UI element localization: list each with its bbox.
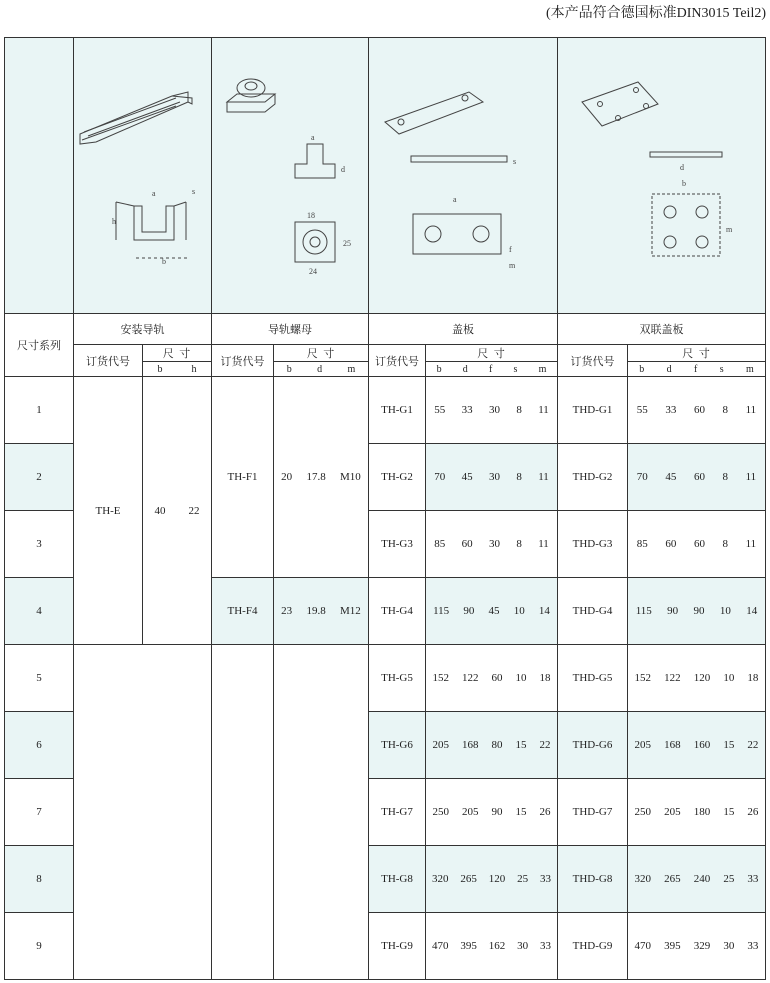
double-code-cell: THD-G9 <box>558 913 628 980</box>
rail-label-b: b <box>161 256 166 266</box>
size-series-cell: 4 <box>5 578 74 645</box>
double-col-m: m <box>746 363 754 375</box>
size-series-cell: 6 <box>5 712 74 779</box>
rail-h-value: 22 <box>188 504 200 517</box>
cover-d: 168 <box>462 739 479 751</box>
double-size-cell <box>628 511 766 578</box>
cover-code-cell: TH-G5 <box>369 645 426 712</box>
cover-s: 10 <box>515 672 527 684</box>
double-label-m: m <box>725 224 732 234</box>
double-f: 180 <box>693 806 711 818</box>
cover-d: 33 <box>461 404 473 416</box>
cover-size-cell <box>426 913 558 980</box>
cover-m: 22 <box>539 739 551 751</box>
cover-m: 26 <box>539 806 551 818</box>
double-d: 33 <box>665 404 677 416</box>
double-cover-header: 双联盖板 <box>558 314 766 345</box>
double-f: 160 <box>693 739 711 751</box>
size-series-cell: 7 <box>5 779 74 846</box>
double-m: 22 <box>747 739 759 751</box>
double-col-d: d <box>666 363 672 375</box>
cover-d: 90 <box>463 605 475 617</box>
cover-s: 8 <box>516 538 522 550</box>
double-d: 60 <box>665 538 677 550</box>
cover-s: 30 <box>517 940 529 952</box>
nut-b-value: 23 <box>281 605 293 617</box>
double-b: 250 <box>634 806 652 818</box>
cover-s: 15 <box>515 739 527 751</box>
nut-drawing <box>212 38 369 314</box>
cover-f: 30 <box>488 404 500 416</box>
nut-label-25: 25 <box>343 238 351 248</box>
cover-code-cell: TH-G7 <box>369 779 426 846</box>
double-m: 14 <box>746 605 758 617</box>
double-m: 33 <box>747 873 759 885</box>
double-b: 85 <box>636 538 648 550</box>
double-size-cell <box>628 578 766 645</box>
nut-m-value: M12 <box>340 605 361 617</box>
nut-m-value: M10 <box>340 471 361 483</box>
rail-col-b: b <box>157 363 163 375</box>
nut-b-value: 20 <box>281 471 293 483</box>
size-series-cell: 1 <box>5 377 74 444</box>
double-f: 240 <box>693 873 711 885</box>
double-m: 26 <box>747 806 759 818</box>
nut-label-ds: d <box>341 164 345 174</box>
double-s: 25 <box>723 873 735 885</box>
cover-header: 盖板 <box>369 314 558 345</box>
double-size-header: 尺 寸 <box>628 345 766 362</box>
double-code-cell: THD-G1 <box>558 377 628 444</box>
size-series-cell: 9 <box>5 913 74 980</box>
cover-b: 205 <box>432 739 449 751</box>
cover-col-f: f <box>488 363 493 375</box>
cover-b: 320 <box>431 873 449 885</box>
rail-order-code-header: 订货代号 <box>74 345 143 377</box>
cover-size-header: 尺 寸 <box>426 345 558 362</box>
double-f: 60 <box>693 538 705 550</box>
cover-size-cell <box>426 846 558 913</box>
double-b: 115 <box>635 605 652 617</box>
cover-f: 30 <box>488 538 500 550</box>
double-b: 320 <box>634 873 652 885</box>
double-label-d: d <box>679 162 684 172</box>
double-order-code-header: 订货代号 <box>558 345 628 377</box>
cover-sub-headers <box>426 362 558 377</box>
double-label-b: b <box>681 178 686 188</box>
cover-code-cell: TH-G2 <box>369 444 426 511</box>
nut-empty-size-cell <box>274 645 369 980</box>
nut-col-d: d <box>317 363 323 375</box>
double-col-s: s <box>719 363 724 375</box>
nut-d-value: 17.8 <box>306 471 326 483</box>
cover-size-cell <box>426 444 558 511</box>
cover-f: 30 <box>488 471 500 483</box>
double-code-cell: THD-G8 <box>558 846 628 913</box>
cover-b: 470 <box>431 940 449 952</box>
double-m: 11 <box>745 538 757 550</box>
cover-code-cell: TH-G3 <box>369 511 426 578</box>
rail-header: 安装导轨 <box>74 314 212 345</box>
double-code-cell: THD-G2 <box>558 444 628 511</box>
double-f: 60 <box>693 471 705 483</box>
rail-size-header: 尺 寸 <box>143 345 212 362</box>
double-d: 45 <box>665 471 677 483</box>
cover-s: 8 <box>516 471 522 483</box>
rail-code-cell: TH-E <box>74 377 143 645</box>
double-size-cell <box>628 712 766 779</box>
double-size-cell <box>628 846 766 913</box>
cover-col-s: s <box>513 363 518 375</box>
double-code-cell: THD-G7 <box>558 779 628 846</box>
double-size-cell <box>628 444 766 511</box>
double-d: 122 <box>664 672 681 684</box>
cover-code-cell: TH-G9 <box>369 913 426 980</box>
table-row <box>5 377 766 444</box>
cover-d: 45 <box>461 471 473 483</box>
cover-label-m: m <box>509 260 516 270</box>
double-b: 70 <box>636 471 648 483</box>
cover-d: 122 <box>462 672 479 684</box>
rail-b-value: 40 <box>154 504 166 517</box>
size-series-cell: 2 <box>5 444 74 511</box>
cover-b: 70 <box>434 471 446 483</box>
cover-f: 90 <box>491 806 503 818</box>
cover-size-cell <box>426 511 558 578</box>
size-series-cell: 8 <box>5 846 74 913</box>
double-code-cell: THD-G3 <box>558 511 628 578</box>
nut-sub-headers <box>274 362 369 377</box>
cover-s: 8 <box>516 404 522 416</box>
rail-drawing <box>74 38 212 314</box>
cover-m: 33 <box>540 940 551 952</box>
size-series-header: 尺寸系列 <box>5 314 74 377</box>
nut-col-b: b <box>286 363 292 375</box>
cover-label-s: s <box>513 156 517 166</box>
rail-label-s: s <box>191 186 195 196</box>
cover-col-m: m <box>538 363 547 375</box>
double-s: 15 <box>723 806 735 818</box>
double-s: 10 <box>723 672 735 684</box>
cover-m: 18 <box>539 672 551 684</box>
cover-d: 395 <box>460 940 477 952</box>
table-row <box>5 645 766 712</box>
double-f: 329 <box>693 940 711 952</box>
rail-col-h: h <box>191 363 197 375</box>
nut-label-18: 18 <box>307 210 315 220</box>
cover-b: 250 <box>432 806 449 818</box>
cover-label-a: a <box>453 194 457 204</box>
double-d: 205 <box>664 806 681 818</box>
nut-label-a: a <box>311 132 315 142</box>
double-cover-drawing <box>558 38 766 314</box>
double-d: 90 <box>667 605 679 617</box>
cover-size-cell <box>426 377 558 444</box>
nut-code-cell: TH-F1 <box>212 377 274 578</box>
cover-size-cell <box>426 645 558 712</box>
cover-f: 45 <box>488 605 500 617</box>
double-sub-headers <box>628 362 766 377</box>
rail-label-a: a <box>151 188 156 198</box>
nut-size-cell <box>274 377 369 578</box>
cover-size-cell <box>426 578 558 645</box>
nut-col-m: m <box>347 363 356 375</box>
standard-note: (本产品符合德国标准DIN3015 Teil2) <box>545 6 766 21</box>
double-size-cell <box>628 913 766 980</box>
cover-s: 25 <box>517 873 529 885</box>
double-b: 205 <box>634 739 652 751</box>
cover-f: 60 <box>491 672 503 684</box>
rail-size-cell <box>143 377 212 645</box>
cover-code-cell: TH-G6 <box>369 712 426 779</box>
cover-d: 60 <box>461 538 473 550</box>
cover-m: 14 <box>538 605 550 617</box>
double-s: 8 <box>722 538 729 550</box>
nut-label-24: 24 <box>309 266 317 276</box>
double-b: 55 <box>636 404 648 416</box>
double-s: 8 <box>722 471 729 483</box>
double-d: 168 <box>664 739 681 751</box>
nut-header: 导轨螺母 <box>212 314 369 345</box>
drawing-empty <box>5 38 74 314</box>
cover-b: 85 <box>434 538 446 550</box>
double-d: 395 <box>664 940 681 952</box>
cover-b: 152 <box>432 672 449 684</box>
nut-order-code-header: 订货代号 <box>212 345 274 377</box>
cover-code-cell: TH-G8 <box>369 846 426 913</box>
size-series-cell: 3 <box>5 511 74 578</box>
double-m: 11 <box>745 471 757 483</box>
cover-code-cell: TH-G1 <box>369 377 426 444</box>
header-row-2 <box>5 345 766 362</box>
cover-m: 11 <box>538 404 549 416</box>
cover-f: 80 <box>491 739 503 751</box>
double-s: 30 <box>723 940 735 952</box>
rail-label-h: h <box>111 216 116 226</box>
double-m: 11 <box>745 404 757 416</box>
cover-size-cell <box>426 712 558 779</box>
nut-code-cell: TH-F4 <box>212 578 274 645</box>
cover-f: 120 <box>488 873 506 885</box>
nut-size-cell <box>274 578 369 645</box>
nut-size-header: 尺 寸 <box>274 345 369 362</box>
rail-sub-headers <box>143 362 212 377</box>
double-f: 90 <box>693 605 705 617</box>
cover-order-code-header: 订货代号 <box>369 345 426 377</box>
cover-label-f: f <box>509 244 512 254</box>
double-s: 15 <box>723 739 735 751</box>
double-f: 60 <box>693 404 705 416</box>
cover-m: 11 <box>538 538 549 550</box>
double-code-cell: THD-G6 <box>558 712 628 779</box>
double-size-cell <box>628 645 766 712</box>
cover-col-b: b <box>436 363 442 375</box>
double-size-cell <box>628 779 766 846</box>
double-b: 470 <box>634 940 652 952</box>
rail-empty-cell <box>74 645 212 980</box>
double-m: 18 <box>747 672 759 684</box>
double-f: 120 <box>693 672 711 684</box>
cover-size-cell <box>426 779 558 846</box>
cover-drawing <box>369 38 558 314</box>
double-d: 265 <box>664 873 681 885</box>
nut-d-value: 19.8 <box>306 605 326 617</box>
double-m: 33 <box>747 940 759 952</box>
double-col-f: f <box>693 363 698 375</box>
spec-table <box>4 37 766 980</box>
cover-d: 265 <box>460 873 477 885</box>
cover-col-d: d <box>462 363 468 375</box>
drawing-row <box>5 38 766 314</box>
double-code-cell: THD-G4 <box>558 578 628 645</box>
double-size-cell <box>628 377 766 444</box>
cover-m: 11 <box>538 471 549 483</box>
double-col-b: b <box>639 363 645 375</box>
cover-b: 115 <box>433 605 450 617</box>
size-series-cell: 5 <box>5 645 74 712</box>
cover-s: 10 <box>513 605 525 617</box>
double-b: 152 <box>634 672 652 684</box>
cover-f: 162 <box>488 940 506 952</box>
double-code-cell: THD-G5 <box>558 645 628 712</box>
nut-empty-code-cell <box>212 645 274 980</box>
double-s: 8 <box>722 404 729 416</box>
cover-s: 15 <box>515 806 527 818</box>
cover-m: 33 <box>540 873 551 885</box>
cover-b: 55 <box>434 404 446 416</box>
double-s: 10 <box>719 605 731 617</box>
cover-code-cell: TH-G4 <box>369 578 426 645</box>
header-row-1 <box>5 314 766 345</box>
cover-d: 205 <box>462 806 479 818</box>
